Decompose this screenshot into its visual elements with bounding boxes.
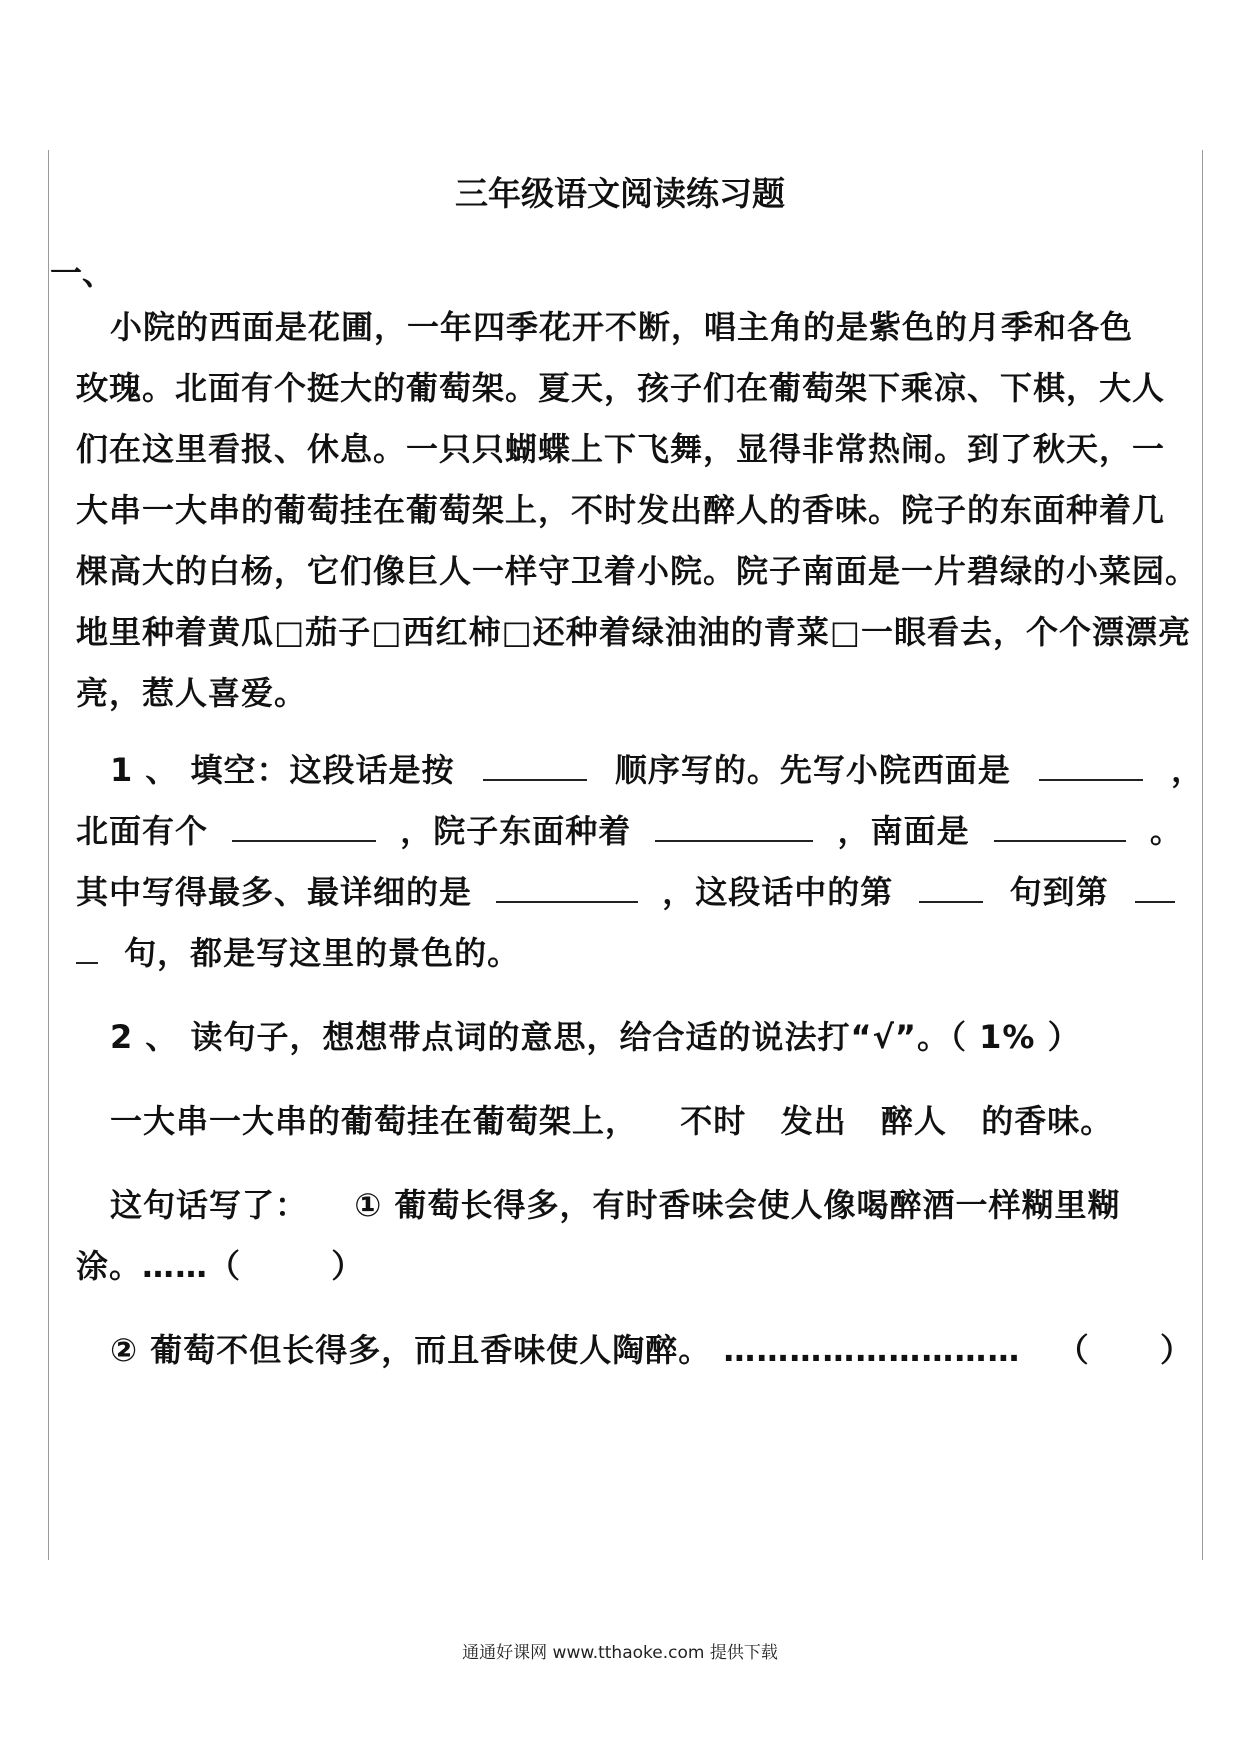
passage-line: 地里种着黄瓜□茄子□西红柿□还种着绿油油的青菜□一眼看去，个个漂漂亮 <box>76 613 1191 651</box>
passage-line: 大串一大串的葡萄挂在葡萄架上，不时发出醉人的香味。院子的东面种着几 <box>76 491 1166 529</box>
q1-text: 北面有个 <box>76 812 209 850</box>
passage-line: 小院的西面是花圃，一年四季花开不断，唱主角的是紫色的月季和各色 <box>110 308 1134 346</box>
option-2-dots: ……………………… <box>723 1331 1021 1369</box>
option-2-text: ② 葡萄不但长得多，而且香味使人陶醉。 <box>110 1331 712 1369</box>
dotted-keyword: 发出 <box>780 1102 847 1140</box>
q1-line-2 <box>76 806 1186 852</box>
q1-text: 句，都是写这里的景色的。 <box>124 934 521 972</box>
q1-text: ，这段话中的第 <box>662 873 894 911</box>
option-2-paren: （ <box>1056 1331 1090 1369</box>
left-margin-rule <box>48 150 49 1560</box>
q2-option-2 <box>110 1325 1220 1371</box>
page-footer: 通通好课网 www.tthaoke.com 提供下载 <box>462 1643 778 1663</box>
q2-option-1 <box>110 1180 1220 1226</box>
option-1-paren: ） <box>331 1247 365 1285</box>
q1-text: ， <box>1171 751 1205 789</box>
section-number: 一、 <box>50 254 115 292</box>
answer-blank[interactable] <box>919 875 983 903</box>
answer-blank[interactable] <box>483 753 587 781</box>
q1-text: ，南面是 <box>837 812 970 850</box>
passage-line: 们在这里看报、休息。一只只蝴蝶上下飞舞，显得非常热闹。到了秋天，一 <box>76 430 1166 468</box>
q1-text: 句到第 <box>1009 873 1109 911</box>
q2-title: 2 、 读句子，想想带点词的意思，给合适的说法打“√”。（ 1% ） <box>110 1018 1081 1056</box>
passage-line: 玫瑰。北面有个挺大的葡萄架。夏天，孩子们在葡萄架下乘凉、下棋，大人 <box>76 369 1166 407</box>
passage-line: 棵高大的白杨，它们像巨人一样守卫着小院。院子南面是一片碧绿的小菜园。 <box>76 552 1199 590</box>
q1-text: ，院子东面种着 <box>400 812 632 850</box>
answer-blank[interactable] <box>994 814 1126 842</box>
q1-line-3 <box>76 867 1186 913</box>
answer-blank[interactable] <box>496 875 638 903</box>
answer-blank[interactable] <box>1135 875 1175 903</box>
dotted-keyword: 醉人 <box>880 1102 947 1140</box>
option-1-text: ① 葡萄长得多，有时香味会使人像喝醉酒一样糊里糊 <box>354 1186 1121 1224</box>
q1-label: 1 、 填空：这段话是按 <box>110 751 455 789</box>
passage-line: 亮，惹人喜爱。 <box>76 674 308 712</box>
q2-sentence-text: 一大串一大串的葡萄挂在葡萄架上， <box>110 1102 639 1140</box>
q1-line-1 <box>110 745 1220 791</box>
answer-blank[interactable] <box>1039 753 1143 781</box>
q1-text: 。 <box>1149 812 1183 850</box>
q1-text: 其中写得最多、最详细的是 <box>76 873 473 911</box>
q1-line-4 <box>76 928 1186 974</box>
q1-text: 顺序写的。先写小院西面是 <box>614 751 1011 789</box>
q2-option-1-cont <box>76 1241 1186 1287</box>
q2-sentence <box>110 1096 1220 1142</box>
q2-lead: 这句话写了： <box>110 1186 309 1224</box>
answer-blank[interactable] <box>655 814 813 842</box>
option-1-text: 涂。……（ <box>76 1247 242 1285</box>
page-title: 三年级语文阅读练习题 <box>455 174 785 213</box>
q2-sentence-text: 的香味。 <box>981 1102 1114 1140</box>
answer-blank[interactable] <box>76 936 98 964</box>
answer-blank[interactable] <box>232 814 376 842</box>
dotted-keyword: 不时 <box>680 1102 747 1140</box>
option-2-paren: ） <box>1159 1331 1193 1369</box>
